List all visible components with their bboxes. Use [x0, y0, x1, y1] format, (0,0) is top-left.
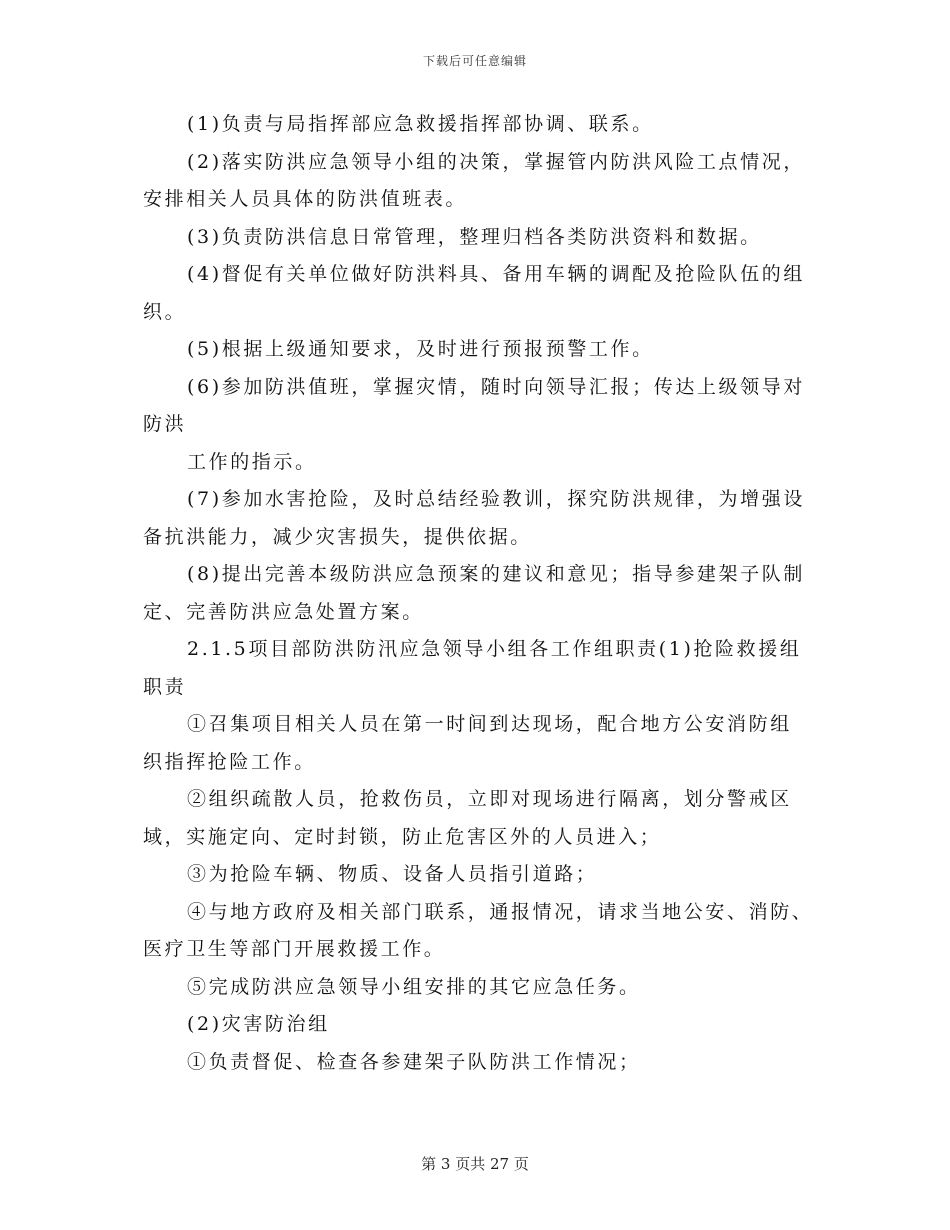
- text-line: 2.1.5项目部防洪防汛应急领导小组各工作组职责(1)抢险救援组: [187, 638, 802, 660]
- text-line: ③为抢险车辆、物质、设备人员指引道路；: [187, 863, 598, 885]
- page-header: 下载后可任意编辑: [422, 54, 527, 68]
- text-line: 域，实施定向、定时封锁，防止危害区外的人员进入；: [143, 825, 662, 848]
- text-line: (1)负责与局指挥部应急救援指挥部协调、联系。: [187, 113, 654, 135]
- text-line: 织。: [143, 300, 187, 323]
- text-line: (5)根据上级通知要求，及时进行预报预警工作。: [187, 338, 654, 360]
- text-line: 安排相关人员具体的防洪值班表。: [143, 188, 468, 210]
- text-line: 备抗洪能力，减少灾害损失，提供依据。: [143, 525, 532, 548]
- text-line: 医疗卫生等部门开展救援工作。: [143, 938, 446, 960]
- text-line: ②组织疏散人员，抢救伤员，立即对现场进行隔离，划分警戒区: [187, 788, 792, 810]
- text-line: ⑤完成防洪应急领导小组安排的其它应急任务。: [187, 975, 641, 998]
- text-line: 职责: [143, 675, 187, 698]
- text-line: ①负责督促、检查各参建架子队防洪工作情况；: [187, 1050, 641, 1073]
- text-line: ④与地方政府及相关部门联系，通报情况，请求当地公安、消防、: [187, 900, 814, 923]
- page-footer: 第 3 页共 27 页: [421, 1155, 529, 1173]
- text-line: ①召集项目相关人员在第一时间到达现场，配合地方公安消防组: [187, 713, 792, 735]
- document-body: [143, 106, 815, 1081]
- text-line: (8)提出完善本级防洪应急预案的建议和意见；指导参建架子队制: [187, 563, 805, 585]
- text-line: 织指挥抢险工作。: [143, 750, 316, 773]
- text-line: (7)参加水害抢险，及时总结经验教训，探究防洪规律，为增强设: [187, 488, 805, 510]
- text-line: 定、完善防洪应急处置方案。: [143, 600, 424, 623]
- text-line: 防洪: [143, 413, 187, 435]
- text-line: (2)落实防洪应急领导小组的决策，掌握管内防洪风险工点情况，: [187, 150, 805, 173]
- text-line: (3)负责防洪信息日常管理，整理归档各类防洪资料和数据。: [187, 225, 762, 248]
- text-line: (6)参加防洪值班，掌握灾情，随时向领导汇报；传达上级领导对: [187, 375, 805, 398]
- text-line: 工作的指示。: [187, 450, 317, 473]
- text-line: (2)灾害防治组: [187, 1013, 330, 1035]
- text-line: (4)督促有关单位做好防洪料具、备用车辆的调配及抢险队伍的组: [187, 263, 805, 285]
